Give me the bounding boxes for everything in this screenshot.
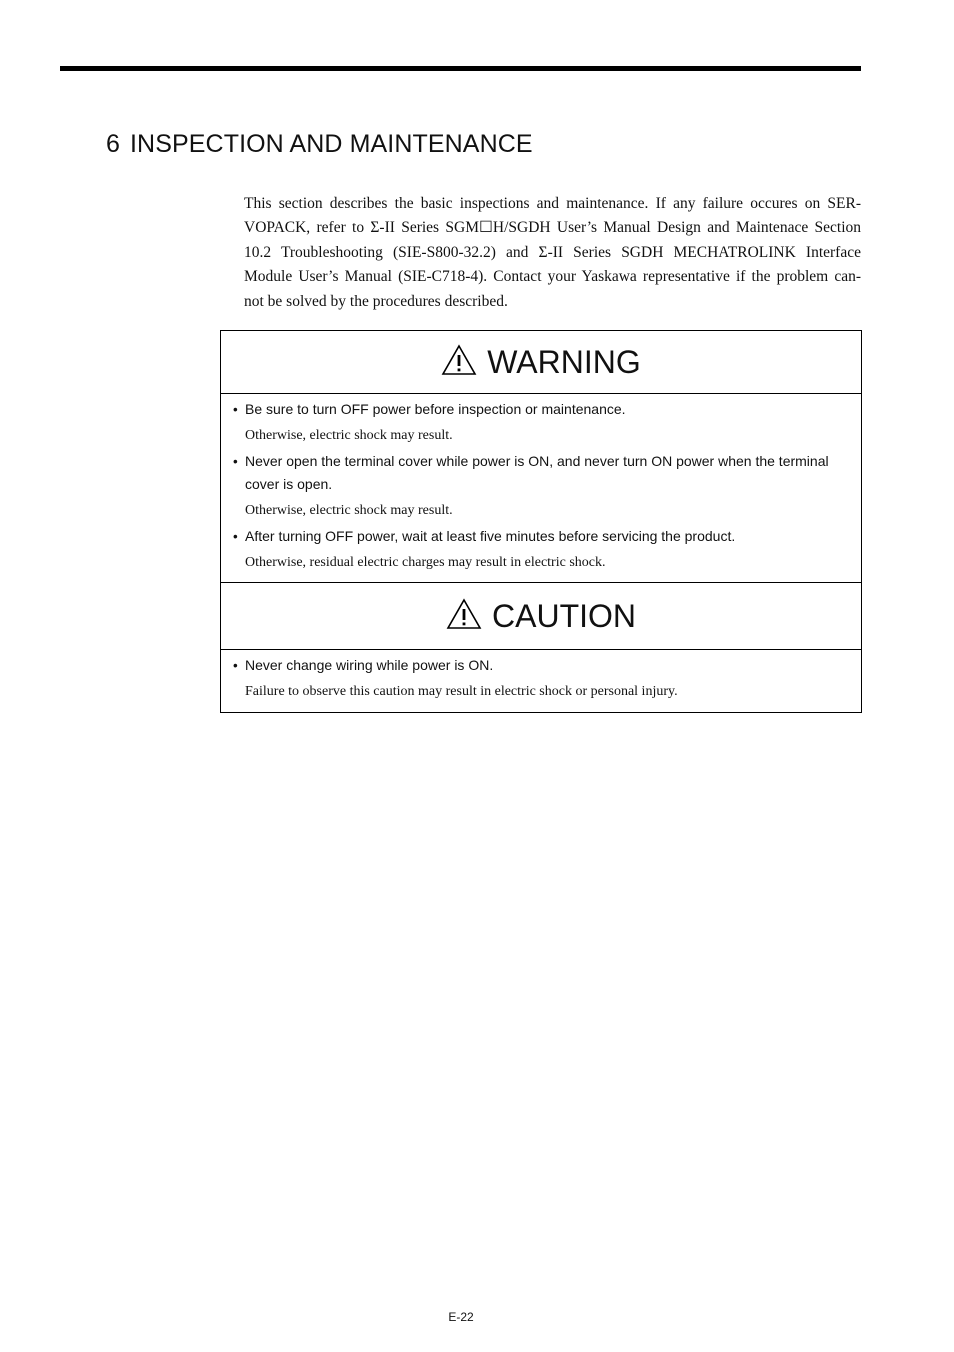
intro-line: Module User’s Manual (SIE-C718-4). Contact your Yaskawa representative if the problem can- (244, 268, 861, 286)
warning-body (221, 394, 861, 583)
warning-header (221, 331, 861, 394)
bullet: • (233, 658, 238, 673)
bullet: • (233, 454, 238, 469)
warning-title: WARNING (487, 343, 641, 380)
warning-item (233, 398, 849, 446)
caution-item-note: Failure to observe this caution may result in electric shock or personal injury. (245, 684, 678, 699)
section-number: 6 (106, 130, 121, 158)
warning-item-text: Be sure to turn OFF power before inspection or maintenance. (245, 401, 626, 417)
section-title: INSPECTION AND MAINTENANCE (130, 130, 533, 158)
caution-header (221, 583, 861, 650)
warning-item-note: Otherwise, residual electric charges may result in electric shock. (245, 555, 606, 570)
page-number: E-22 (448, 1310, 474, 1324)
bullet: • (233, 529, 238, 544)
warning-item (233, 450, 849, 521)
warning-item-note: Otherwise, electric shock may result. (245, 428, 453, 443)
warning-item-text: After turning OFF power, wait at least five minutes before servicing the product. (245, 528, 736, 544)
caution-item (233, 654, 849, 702)
warning-triangle-icon (441, 344, 477, 381)
intro-paragraph (244, 192, 861, 314)
caution-title: CAUTION (492, 597, 636, 634)
intro-line: VOPACK, refer to Σ-II Series SGM☐H/SGDH User’s Manual Design and Maintenace Section (244, 219, 861, 237)
intro-line: not be solved by the procedures described. (244, 292, 508, 310)
warning-item-text: Never open the terminal cover while power is ON, and never turn ON power when the terminal cover is open. (245, 453, 829, 492)
intro-line: 10.2 Troubleshooting (SIE-S800-32.2) and Σ-II Series SGDH MECHATROLINK Interface (244, 243, 861, 261)
caution-item-text: Never change wiring while power is ON. (245, 657, 494, 673)
caution-body (221, 650, 861, 712)
warning-box (220, 330, 862, 584)
section-heading (106, 130, 533, 159)
warning-item (233, 525, 849, 573)
caution-box (220, 582, 862, 713)
bullet: • (233, 402, 238, 417)
top-rule (60, 66, 861, 71)
intro-line: This section describes the basic inspections and maintenance. If any failure occures on SER- (244, 195, 861, 212)
warning-item-note: Otherwise, electric shock may result. (245, 503, 453, 518)
warning-triangle-icon (446, 598, 482, 635)
